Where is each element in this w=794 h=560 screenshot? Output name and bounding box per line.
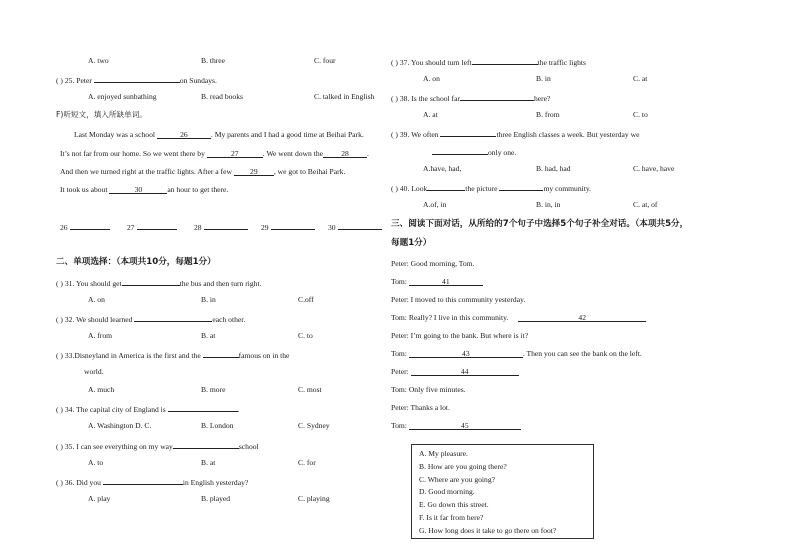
- q24-option-a: A. two: [88, 56, 109, 65]
- answer-blank[interactable]: [137, 221, 177, 230]
- q31-blank[interactable]: [122, 277, 180, 286]
- q33-stem: [56, 349, 289, 361]
- q33-blank[interactable]: [203, 349, 239, 358]
- q25-post: on Sundays.: [179, 76, 217, 85]
- choice-g[interactable]: G. How long does it take to go there on foot?: [419, 525, 557, 535]
- q39-blank-1[interactable]: [440, 128, 496, 137]
- dialog-line-4: [391, 313, 646, 323]
- answer-number: 26: [60, 223, 68, 232]
- choice-d[interactable]: D. Good morning.: [419, 487, 475, 497]
- passage-text: It took us about: [60, 185, 108, 194]
- q31-pre: 31. You should get: [64, 279, 122, 288]
- q40-stem: [391, 182, 591, 194]
- section-3-heading-cont: 每题1分）: [391, 238, 432, 248]
- q34-option-c: C. Sydney: [298, 421, 330, 430]
- speaker-tom: Tom:: [391, 349, 407, 358]
- q34-option-a: A. Washington D. C.: [88, 421, 152, 430]
- choice-b[interactable]: B. How are you going there?: [419, 461, 507, 471]
- q25-option-b: B. read books: [201, 92, 243, 101]
- section-3-heading: 三、阅读下面对话，从所给的7个句子中选择5个句子补全对话。（本项共5分，: [391, 219, 689, 229]
- passage-text: . We went down the: [262, 149, 323, 158]
- q31-stem: [56, 277, 261, 289]
- dialog-line-7: [391, 367, 519, 377]
- q35-option-a: A. to: [88, 458, 104, 467]
- answer-number: 30: [328, 223, 336, 232]
- q31-post: the bus and then turn right.: [179, 279, 262, 288]
- q35-post: school: [238, 442, 259, 451]
- blank-42[interactable]: [518, 313, 646, 322]
- q39-stem: [391, 128, 639, 140]
- choice-e[interactable]: E. Go down this street.: [419, 500, 489, 510]
- section-2-heading: 二、单项选择：（本项共10分，每题1分）: [56, 257, 216, 267]
- q34-pre: 34. The capital city of England is: [64, 405, 166, 414]
- blank-27[interactable]: [207, 149, 263, 158]
- q37-paren: ( ): [391, 58, 398, 67]
- blank-43[interactable]: [409, 349, 523, 358]
- answer-29[interactable]: [261, 221, 315, 233]
- dialog-line-5: Peter: I’m going to the bank. But where is it?: [391, 331, 529, 340]
- dialog-line-9: Peter: Thanks a lot.: [391, 403, 450, 412]
- answer-30[interactable]: [328, 221, 382, 233]
- q38-stem: [391, 92, 550, 104]
- blank-26[interactable]: [157, 130, 211, 139]
- q31-paren: ( ): [56, 279, 63, 288]
- q39-pre: 39. We often: [399, 130, 439, 139]
- q37-stem: [391, 56, 586, 68]
- q35-paren: ( ): [56, 442, 63, 451]
- q36-pre: 36. Did you: [64, 478, 101, 487]
- speaker-tom: Tom:: [391, 277, 407, 286]
- q37-option-b: B. in: [536, 74, 551, 83]
- passage-line-4: [60, 185, 228, 195]
- q24-option-b: B. three: [201, 56, 226, 65]
- q35-option-c: C. for: [298, 458, 316, 467]
- q32-stem: [56, 313, 245, 325]
- q32-pre: 32. We should learned: [64, 315, 133, 324]
- answer-number: 29: [261, 223, 269, 232]
- q34-option-b: B. London: [201, 421, 234, 430]
- q38-option-b: B. from: [536, 110, 560, 119]
- passage-text: And then we turned right at the traffic lights. After a few: [60, 167, 232, 176]
- dialog-line-1: Peter: Good morning, Tom.: [391, 259, 475, 268]
- q33-option-b: B. more: [201, 385, 226, 394]
- answer-number: 28: [194, 223, 202, 232]
- passage-text: , we got to Beihai Park.: [273, 167, 346, 176]
- blank-number: 27: [231, 149, 239, 158]
- answer-blank[interactable]: [204, 221, 248, 230]
- passage-line-3: [60, 167, 345, 177]
- blank-41[interactable]: [409, 277, 483, 286]
- q39-option-c: C. have, have: [633, 164, 675, 173]
- q38-pre: 38. Is the school far: [399, 94, 460, 103]
- q39-option-a: A.have, had,: [423, 164, 462, 173]
- blank-number: 43: [462, 349, 470, 358]
- q39-paren: ( ): [391, 130, 398, 139]
- q39-blank-2[interactable]: [432, 146, 488, 155]
- blank-number: 28: [341, 149, 349, 158]
- q37-option-a: A. on: [423, 74, 440, 83]
- q36-paren: ( ): [56, 478, 63, 487]
- q33-option-c: C. most: [298, 385, 322, 394]
- blank-number: 44: [460, 367, 469, 376]
- q38-blank[interactable]: [460, 92, 534, 101]
- q36-stem: [56, 476, 248, 488]
- passage-text: . My parents and I had a good time at Beihai Park.: [210, 130, 364, 139]
- dialog-line-6: [391, 349, 642, 359]
- blank-28[interactable]: [323, 149, 367, 158]
- blank-45[interactable]: [409, 421, 521, 430]
- q33-paren: ( ): [56, 351, 63, 360]
- dialog-line-3: Peter: I moved to this community yesterday.: [391, 295, 526, 304]
- blank-number: 45: [461, 421, 469, 430]
- q38-paren: ( ): [391, 94, 398, 103]
- answer-28[interactable]: [194, 221, 248, 233]
- q36-option-b: B. played: [201, 494, 231, 503]
- q25-pre: 25. Peter: [64, 76, 92, 85]
- q34-blank[interactable]: [168, 403, 238, 412]
- q33-pre: 33.Disneyland in America is the first and the: [64, 351, 201, 360]
- q25-stem: [56, 74, 217, 86]
- passage-text: an hour to get there.: [167, 185, 229, 194]
- answer-26[interactable]: [60, 221, 110, 233]
- q35-stem: [56, 440, 259, 452]
- q38-option-c: C. to: [633, 110, 648, 119]
- q40-option-c: C. at, of: [633, 200, 658, 209]
- blank-29[interactable]: [234, 167, 274, 176]
- q39-post: three English classes a week. But yesterday we: [496, 130, 640, 139]
- q25-option-c: C. talked in English: [314, 92, 375, 101]
- passage-text: .: [367, 149, 369, 158]
- q39-option-b: B. had, had: [536, 164, 571, 173]
- speaker-peter: Peter:: [391, 367, 409, 376]
- dialog-text: . Then you can see the bank on the left.: [522, 349, 642, 358]
- q36-option-a: A. play: [88, 494, 111, 503]
- q31-option-c: C.off: [298, 295, 314, 304]
- q25-option-a: A. enjoyed sunbathing: [88, 92, 157, 101]
- dialog-text: Tom: Really? I live in this community.: [391, 313, 509, 322]
- q33-option-a: A. much: [88, 385, 115, 394]
- blank-number: 30: [134, 185, 143, 194]
- q40-option-a: A.of, in: [423, 200, 447, 209]
- section-f-heading: F)听短文，填入所缺单词。: [56, 110, 147, 119]
- passage-text: It’s not far from our home. So we went there by: [60, 149, 205, 158]
- q37-post: the traffic lights: [537, 58, 586, 67]
- choice-f[interactable]: F. Is it far from here?: [419, 512, 484, 522]
- q33-continuation: world.: [84, 367, 104, 376]
- q35-blank[interactable]: [173, 440, 239, 449]
- blank-44[interactable]: [411, 367, 519, 376]
- dialog-line-8: Tom: Only five minutes.: [391, 385, 466, 394]
- speaker-tom: Tom:: [391, 421, 407, 430]
- answer-blank[interactable]: [338, 221, 382, 230]
- answer-blank[interactable]: [271, 221, 315, 230]
- q40-blank-2[interactable]: [499, 182, 543, 191]
- q33-post: famous on in the: [238, 351, 290, 360]
- q32-blank[interactable]: [134, 313, 212, 322]
- q37-blank[interactable]: [472, 56, 538, 65]
- q32-post: each other.: [212, 315, 246, 324]
- q32-option-c: C. to: [298, 331, 313, 340]
- q32-paren: ( ): [56, 315, 63, 324]
- choice-c[interactable]: C. Where are you going?: [419, 474, 495, 484]
- q25-blank[interactable]: [94, 74, 180, 83]
- q40-pre: 40. Look: [399, 184, 428, 193]
- q34-post: .: [237, 405, 240, 414]
- q32-option-b: B. at: [201, 331, 216, 340]
- choice-a[interactable]: A. My pleasure.: [419, 449, 468, 458]
- q37-option-c: C. at: [633, 74, 648, 83]
- answer-27[interactable]: [127, 221, 177, 233]
- q40-mid: the picture: [465, 184, 498, 193]
- q25-paren: ( ): [56, 76, 63, 85]
- q38-post: here?: [533, 94, 551, 103]
- answer-blank[interactable]: [70, 221, 110, 230]
- q40-paren: ( ): [391, 184, 398, 193]
- q36-option-c: C. playing: [298, 494, 330, 503]
- q38-option-a: A. at: [423, 110, 438, 119]
- q40-post: my community.: [543, 184, 592, 193]
- blank-30[interactable]: [109, 185, 167, 194]
- q39-continuation: [432, 146, 516, 158]
- q24-option-c: C. four: [314, 56, 336, 65]
- q34-stem: [56, 403, 240, 415]
- q40-blank-1[interactable]: [427, 182, 465, 191]
- passage-line-2: [60, 149, 369, 159]
- blank-number: 29: [250, 167, 258, 176]
- q31-option-b: B. in: [201, 295, 216, 304]
- q39-cont-text: only one.: [488, 148, 517, 157]
- q36-blank[interactable]: [103, 476, 183, 485]
- q37-pre: 37. You should turn left: [399, 58, 472, 67]
- q35-option-b: B. at: [201, 458, 216, 467]
- q32-option-a: A. from: [88, 331, 113, 340]
- q36-post: in English yesterday?: [182, 478, 249, 487]
- q31-option-a: A. on: [88, 295, 105, 304]
- answer-number: 27: [127, 223, 135, 232]
- q40-option-b: B. in, in: [536, 200, 561, 209]
- blank-number: 42: [578, 313, 586, 322]
- sentence-choices-box: [411, 444, 594, 539]
- q35-pre: 35. I can see everything on my way: [64, 442, 173, 451]
- dialog-line-10: [391, 421, 521, 431]
- blank-number: 26: [180, 130, 188, 139]
- passage-text: Last Monday was a school: [74, 130, 155, 139]
- dialog-line-2: [391, 277, 483, 287]
- q34-paren: ( ): [56, 405, 63, 414]
- blank-number: 41: [442, 277, 450, 286]
- passage-line-1: [74, 130, 364, 140]
